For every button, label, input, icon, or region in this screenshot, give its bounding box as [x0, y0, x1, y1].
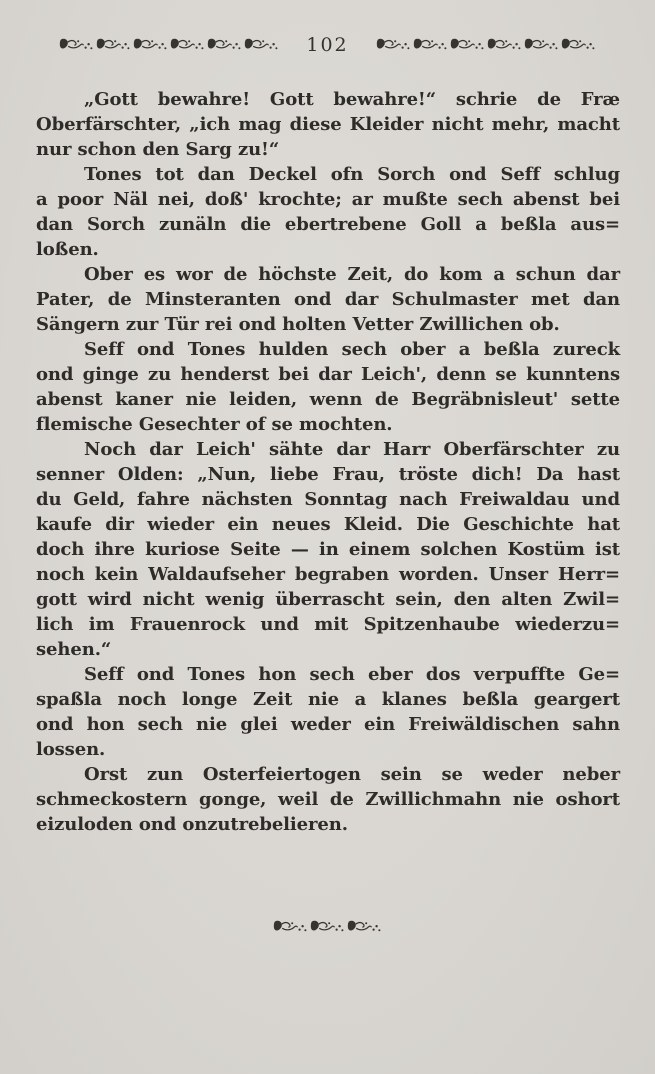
text-line: a poor Näl nei, doß' krochte; ar mußte sech abenst bei	[36, 189, 620, 210]
page-text	[36, 87, 620, 837]
text-line: Sängern zur Tür rei ond holten Vetter Zwillichen ob.	[36, 314, 560, 335]
paragraph	[36, 437, 620, 662]
text-line: lich im Frauenrock und mit Spitzenhaube wiederzu=	[36, 614, 620, 635]
text-line: ond hon sech nie glei weder ein Freiwäldischen sahn	[36, 714, 620, 735]
page-header	[0, 34, 655, 56]
text-line: Noch dar Leich' sähte dar Harr Oberfärschter zu	[84, 439, 620, 460]
text-line: ond ginge zu henderst bei dar Leich', denn se kunntens	[36, 364, 620, 385]
paragraph	[36, 87, 620, 162]
fleuron-ornament-right	[375, 38, 597, 52]
text-line: doch ihre kuriose Seite — in einem solchen Kostüm ist	[36, 539, 620, 560]
text-line: dan Sorch zunäln die ebertrebene Goll a beßla aus=	[36, 214, 620, 235]
paragraph	[36, 337, 620, 437]
text-line: du Geld, fahre nächsten Sonntag nach Freiwaldau und	[36, 489, 620, 510]
fleuron-ornament-left	[58, 38, 280, 52]
text-line: loßen.	[36, 239, 99, 260]
page-footer	[0, 920, 655, 934]
text-line: Ober es wor de höchste Zeit, do kom a schun dar	[84, 264, 620, 285]
text-line: abenst kaner nie leiden, wenn de Begräbnisleut' sette	[36, 389, 620, 410]
text-line: spaßla noch longe Zeit nie a klanes beßla geargert	[36, 689, 620, 710]
text-line: sehen.“	[36, 639, 112, 660]
paragraph	[36, 662, 620, 762]
text-line: eizuloden ond onzutrebelieren.	[36, 814, 348, 835]
text-line: flemische Gesechter of se mochten.	[36, 414, 393, 435]
text-line: noch kein Waldaufseher begraben worden. Unser Herr=	[36, 564, 620, 585]
text-line: „Gott bewahre! Gott bewahre!“ schrie de Fræ	[84, 89, 620, 110]
text-line: Seff ond Tones hon sech eber dos verpuffte Ge=	[84, 664, 620, 685]
text-line: senner Olden: „Nun, liebe Frau, tröste dich! Da hast	[36, 464, 620, 485]
page-number: 102	[306, 34, 349, 56]
text-line: lossen.	[36, 739, 106, 760]
text-line: Tones tot dan Deckel ofn Sorch ond Seff schlug	[84, 164, 620, 185]
fleuron-ornament-footer	[272, 920, 383, 934]
text-line: Seff ond Tones hulden sech ober a beßla zureck	[84, 339, 620, 360]
text-line: Orst zun Osterfeiertogen sein se weder neber	[84, 764, 620, 785]
text-line: gott wird nicht wenig überrascht sein, den alten Zwil=	[36, 589, 620, 610]
text-line: schmeckostern gonge, weil de Zwillichmahn nie oshort	[36, 789, 620, 810]
text-line: kaufe dir wieder ein neues Kleid. Die Geschichte hat	[36, 514, 620, 535]
text-line: nur schon den Sarg zu!“	[36, 139, 280, 160]
text-line: Oberfärschter, „ich mag diese Kleider nicht mehr, macht	[36, 114, 620, 135]
text-line: Pater, de Minsteranten ond dar Schulmaster met dan	[36, 289, 620, 310]
paragraph	[36, 162, 620, 262]
paragraph	[36, 262, 620, 337]
paragraph	[36, 762, 620, 837]
